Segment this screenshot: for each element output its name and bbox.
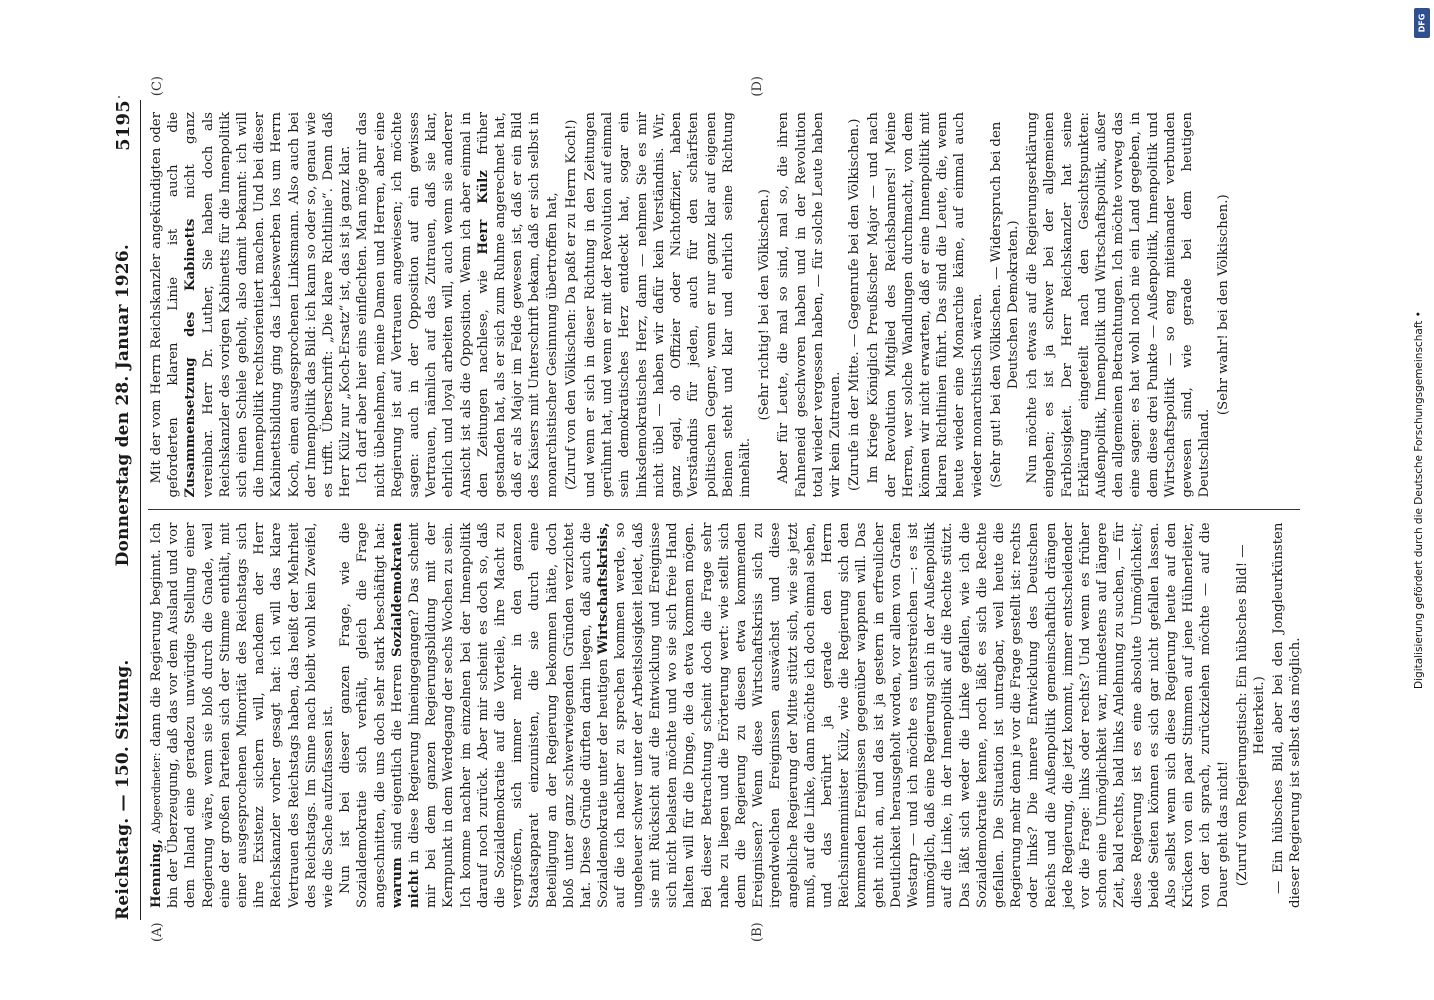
- emphasis: warum: [389, 857, 405, 908]
- margin-mark-d: (D): [750, 76, 765, 97]
- paragraph-text: früher gestanden hat, als er sich zum Ruhme angerechnet hat, daß er als Major im Felde gewesen ist, daß er ein Bild des Kaisers mit Unterschrift bekam, daß er sich selbst in monarchistischer Gesinnung übertroffen hat,: [475, 111, 560, 498]
- page-header: [110, 100, 136, 920]
- interjection: (Zurufe in der Mitte. — Gegenrufe bei den Völkischen.): [847, 118, 863, 491]
- page-number: 5195: [112, 100, 134, 151]
- paragraph-text: Nun ist bei dieser ganzen Frage, wie die Sozialdemokratie sich verhält, gleich die Frage angeschnitten, die uns doch sehr stark beschäftigt hat:: [338, 522, 388, 908]
- paragraph: [337, 523, 1232, 909]
- margin-mark-b: (B): [750, 922, 765, 942]
- interjection: (Sehr wahr! bei den Völkischen.): [1216, 194, 1232, 416]
- margin-mark-a: (A): [150, 922, 165, 942]
- speaker-name: Henning,: [149, 838, 164, 908]
- dfg-logo-text: DFG: [1417, 13, 1427, 33]
- interjection: (Zuruf von den Völkischen: Da paßt er zu Herrn Koch!): [563, 119, 579, 491]
- header-session: Reichstag. — 150. Sitzung.: [113, 659, 133, 920]
- digitization-caption: [1408, 10, 1430, 990]
- emphasis: Sozialdemokraten nicht: [389, 522, 423, 908]
- paragraph: Im Kriege Königlich Preußischer Major — und nach der Revolution Mitglied des Reichsbanners! Meine Herren, wer solche Wandlungen durchmacht, von dem können wir nicht erwarten, daß er eine Innenpolitik mit klaren Richtlinien führt. Das sind die Leute, die, wenn heute wieder eine Monarchie käme, auf einmal auch wieder monarchistisch wären.: [866, 112, 985, 498]
- emphasis: Zusammensetzung des Kabinetts: [183, 218, 199, 498]
- paragraph-text: auf die ich nachher zu sprechen kommen werde, so ungeheuer schwer unter der Arbeitslosigkeit leidet, daß sie mit Rücksicht auf die Entwicklung und Ereignisse sich nicht belasten möchte und wo sie sich freie Hand halten will für die Dinge, die da etwa kommen mögen. Bei dieser Betrachtung scheint doch die Frage sehr nahe zu liegen und die Erörterung wert: wie stellt sich denn die Regierung zu diesen etwa kommenden Ereignissen? Wenn diese Wirtschaftskrisis sich zu irgendwelchen Ereignissen auswächst und diese angebliche Regierung der Mitte stützt sich, wie sie jetzt muß, auf die Linke, dann möchte ich doch einmal sehen, und das berührt ja gerade den Herrn Reichsinnenminister Külz, wie die Regierung sich den kommenden Ereignissen gegenüber wappnen will. Das geht nicht an, und das ist ja gestern in erfreulicher Deutlichkeit herausgeholt worden, vor allem von Grafen Westarp — und ich möchte es unterstreichen —: es ist unmöglich, daß eine Regierung sich in der Außenpolitik auf die Linke, in der Innenpolitik auf die Rechte stützt. Das läßt sich weder die Linke gefallen, wie ich die Sozialdemokratie kenne, noch läßt es sich die Rechte gefallen. Die Situation ist untragbar, weil heute die Regierung mehr denn je vor die Frage gestellt ist: rechts oder links? Die innere Entwicklung des Deutschen Reichs und die Außenpolitik gemeinschaftlich drängen jede Regierung, die jetzt kommt, immer entscheidender vor die Frage: links oder rechts? Und wenn es früher schon eine Unmöglichkeit war, mindestens auf längere Zeit, bald rechts, bald links Anlehnung zu suchen, — für diese Regierung ist es eine absolute Unmöglichkeit; beide Seiten können es sich gar nicht gefallen lassen. Also selbst wenn sich diese Regierung heute auf den Krücken von ein paar Stimmen auf jene Hühnerleiter, von der ich sprach, zurückziehen möchte — auf die Dauer geht das nicht!: [613, 522, 1231, 908]
- column-right: [148, 100, 1300, 510]
- paragraph: und wenn er sich in dieser Richtung in den Zeitungen gerühmt hat, und wenn er mit der Revolution auf einmal sein demokratisches Herz entdeckt hat, sogar ein linksdemokratisches Herz, dann — nehmen Sie es mir nicht übel — haben wir dafür kein Verständnis. Wir, ganz egal, ob Offizier oder Nichtoffizier, haben Verständnis für jeden, auch für den schärfsten politischen Gegner, wenn er nur ganz klar auf eigenen Beinen steht und klar und ehrlich seine Richtung innehält.: [583, 112, 753, 498]
- digitization-caption-text: Digitalisierung gefördert durch die Deutsche Forschungsgemeinschaft •: [1413, 311, 1425, 689]
- paragraph-text: Mit der vom Herrn Reichskanzler angekündigten oder geforderten klaren Linie ist auch die: [149, 112, 182, 498]
- paragraph-text: nicht ganz vereinbar. Herr Dr. Luther, Sie haben doch als Reichskanzler des vorigen Kabinetts für die Innenpolitik sich einen Schiele geholt, also damit bekannt: ich will die Innenpolitik rechtsorientiert machen. Und bei dieser Kabinettsbildung ging das Liebeswerben los um Herrn Koch, einen ausgesprochenen Linksmann. Also auch bei der Innenpolitik das Bild: ich kann so oder so, genau wie es trifft. Überschrift: „Die klare Richtlinie“. Denn daß Herr Külz nur „Koch-Ersatz“ ist, das ist ja ganz klar.: [183, 111, 354, 498]
- paragraph: Aber für Leute, die mal so sind, mal so, die ihren Fahneneid geschworen haben und in der Revolution total wieder vergessen haben, — für solche Leute haben wir kein Zutrauen.: [776, 112, 843, 498]
- paragraph-text: sind eigentlich die Herren: [389, 664, 405, 851]
- interjection: (Sehr gut! bei den Völkischen. — Widerspruch bei den Deutschen Demokraten.): [988, 121, 1021, 488]
- header-date: Donnerstag den 28. Januar 1926.: [113, 244, 133, 567]
- paragraph-text: dann die Regierung beginnt. Ich bin der Überzeugung, daß das vor dem Ausland und vor dem Inland eine geradezu unwürdige Stellung einer Regierung wäre, wenn sie bloß durch die Gnade, weil eine der großen Parteien sich der Stimme enthält, mit einer ausgesprochenen Minorität des Reichstags sich ihre Existenz sichern will, nachdem der Herr Reichskanzler vorher gesagt hat: ich will das klare Vertrauen des Reichstags haben, das heißt der Mehrheit des Reichstags. Im Sinne nach bleibt wohl kein Zweifel, wie die Sache aufzufassen ist.: [149, 522, 337, 908]
- interjection: (Zuruf vom Regierungstisch: Ein hübsches Bild! — Heiterkeit.): [1234, 544, 1267, 887]
- paragraph: [148, 523, 337, 909]
- paragraph-text: in diese Regierung hineingegangen? Das scheint mir bei dem ganzen Regierungsbildung mit der Kernpunkt in dem Werdegang der sechs Wochen zu sein. Ich komme nachher im einzelnen bei der Innenpolitik darauf noch zurück. Aber mir scheint es doch so, daß die Sozialdemokratie auf die Vorteile, ihre Macht zu vergrößern, sich immer mehr in den ganzen Staatsapparat einzunisten, die sie durch eine Beteiligung an der Regierung bekommen hätte, doch bloß unter ganz schwerwiegenden Gründen verzichtet hat. Diese Gründe dürften darin liegen, daß auch die Sozialdemokratie unter der heutigen: [407, 522, 612, 908]
- column-left: [148, 511, 1304, 921]
- margin-mark-c: (C): [150, 76, 165, 97]
- paragraph: — Ein hübsches Bild, aber bei den Jongleurkünsten dieser Regierung ist selbst das möglich.: [1271, 522, 1304, 908]
- header-rule: [140, 100, 141, 920]
- text-columns: [148, 100, 1304, 920]
- emphasis: Herr Külz: [475, 170, 491, 255]
- interjection: (Sehr richtig! bei den Völkischen.): [757, 189, 773, 421]
- scan-speck: [118, 96, 120, 98]
- scanned-page-region: [110, 76, 1310, 942]
- emphasis: Wirtschaftskrisis,: [596, 522, 612, 655]
- document-page: [110, 76, 1310, 942]
- paragraph: [354, 112, 560, 498]
- paragraph: [148, 112, 354, 498]
- paragraph-text: Ich darf aber hier eins einflechten. Man möge mir das nicht übelnehmen, meine Damen und Herren, aber eine Regierung ist auf Vertrauen angewiesen; ich möchte sagen: auch in der Opposition auf ein gewisses Vertrauen, nämlich auf das Zutrauen, daß sie klar, ehrlich und loyal arbeiten will, auch wenn sie anderer Ansicht ist als die Opposition. Wenn ich aber einmal in den Zeitungen nachlese, wie: [355, 112, 491, 498]
- column-divider: [148, 510, 1300, 511]
- paragraph: Nun möchte ich etwas auf die Regierungserklärung eingehen; es ist ja schwer bei der allgemeinen Farblosigkeit. Der Herr Reichskanzler hat seine Erklärung eingeteilt nach den Gesichtspunkten: Außenpolitik, Innenpolitik und Wirtschaftspolitik, außer den allgemeinen Betrachtungen. Ich möchte vorweg das eine sagen: es hat wohl noch nie ein Land gegeben, in dem diese drei Punkte — Außenpolitik, Innenpolitik und Wirtschaftspolitik — so eng miteinander verbunden gewesen sind, wie gerade bei dem heutigen Deutschland.: [1025, 112, 1213, 498]
- speaker-role: Abgeordneter:: [150, 752, 163, 834]
